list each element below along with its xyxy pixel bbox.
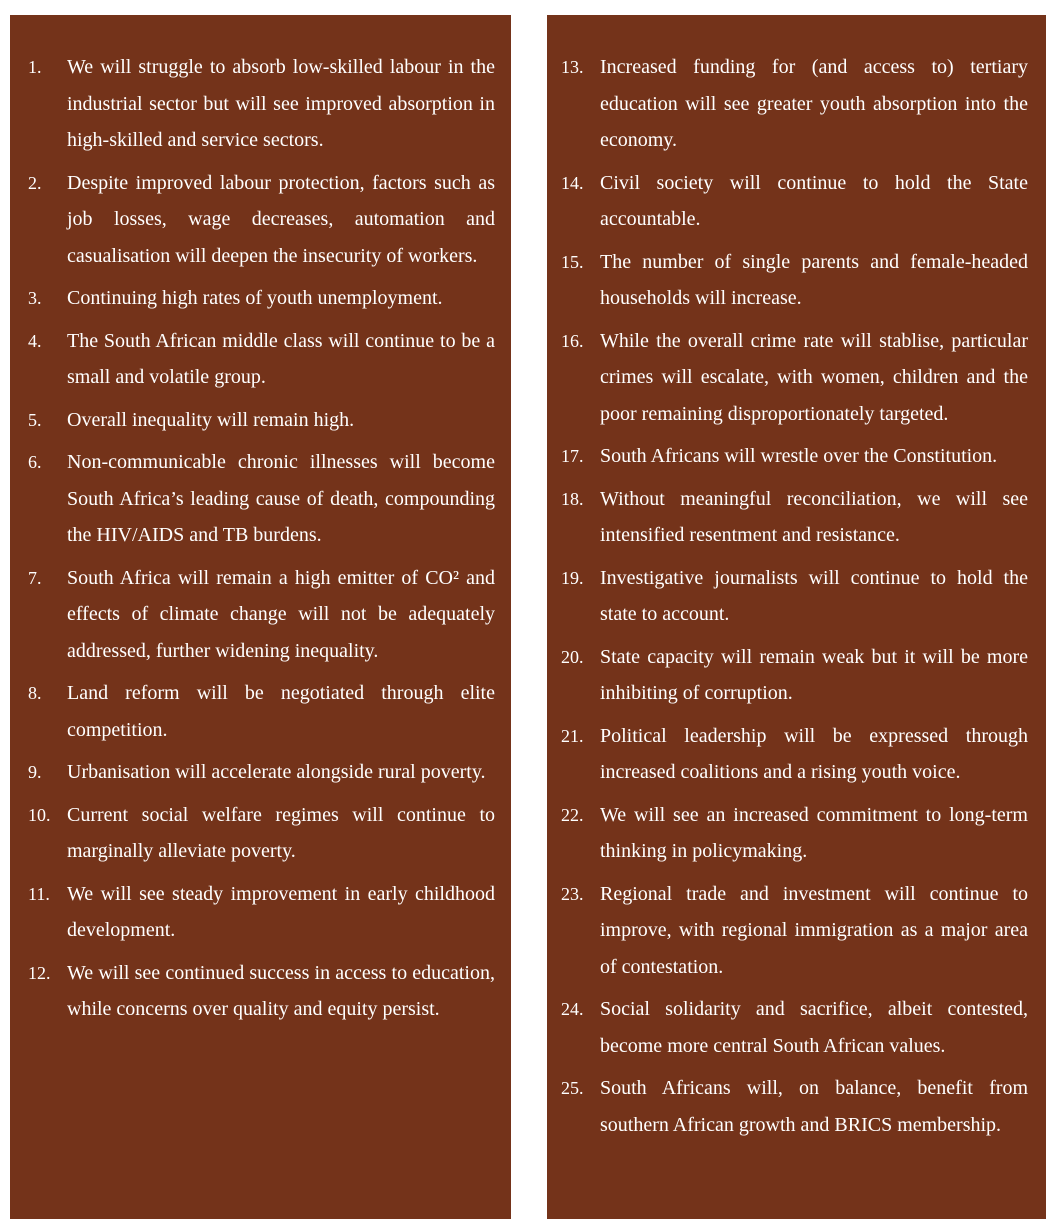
item-number: 13. — [561, 57, 584, 77]
item-number: 16. — [561, 330, 584, 351]
item-number: 24. — [561, 999, 584, 1019]
item-number: 11. — [28, 883, 50, 904]
item-number: 9. — [28, 762, 42, 782]
left-column-panel — [10, 15, 511, 1219]
list-item — [28, 754, 495, 791]
list-item — [561, 165, 1028, 238]
item-number: 10. — [28, 804, 51, 825]
item-text: Political leadership will be expressed through increased coalitions and a rising youth voice. — [600, 724, 1028, 783]
item-number: 20. — [561, 646, 584, 667]
item-number: 19. — [561, 567, 584, 588]
item-text: State capacity will remain weak but it will be more inhibiting of corruption. — [600, 645, 1028, 704]
list-item — [561, 323, 1028, 433]
list-item — [28, 402, 495, 439]
item-number: 22. — [561, 804, 584, 825]
item-number: 23. — [561, 883, 584, 904]
list-item — [561, 49, 1028, 159]
item-text: The number of single parents and female-headed households will increase. — [600, 250, 1028, 309]
item-text: South Africans will wrestle over the Constitution. — [600, 445, 998, 467]
item-text: We will see steady improvement in early childhood development. — [67, 882, 495, 941]
item-number: 18. — [561, 488, 584, 509]
item-number: 2. — [28, 172, 42, 193]
item-number: 12. — [28, 962, 51, 983]
list-item — [28, 280, 495, 317]
list-item — [561, 876, 1028, 986]
item-number: 14. — [561, 172, 584, 193]
item-text: Land reform will be negotiated through elite competition. — [67, 682, 495, 741]
item-number: 4. — [28, 330, 42, 351]
item-number: 15. — [561, 251, 584, 272]
list-item — [28, 444, 495, 554]
item-text: We will struggle to absorb low-skilled labour in the industrial sector but will see improved absorption in high-skilled and service sectors. — [67, 56, 495, 151]
list-item — [561, 639, 1028, 712]
item-text: We will see continued success in access to education, while concerns over quality and equity persist. — [67, 961, 495, 1020]
item-number: 5. — [28, 409, 42, 430]
list-item — [561, 1070, 1028, 1143]
item-number: 8. — [28, 683, 42, 703]
item-text: Social solidarity and sacrifice, albeit contested, become more central South African values. — [600, 998, 1028, 1057]
list-item — [28, 797, 495, 870]
list-item — [28, 49, 495, 159]
item-number: 25. — [561, 1078, 584, 1098]
list-item — [28, 323, 495, 396]
right-column-panel — [547, 15, 1046, 1219]
item-text: South Africa will remain a high emitter of CO² and effects of climate change will not be adequately addressed, further widening inequality. — [67, 566, 495, 662]
item-number: 1. — [28, 57, 42, 77]
list-item — [28, 876, 495, 949]
item-text: We will see an increased commitment to long-term thinking in policymaking. — [600, 803, 1028, 862]
item-text: South Africans will, on balance, benefit from southern African growth and BRICS membership. — [600, 1077, 1028, 1136]
list-item — [561, 560, 1028, 633]
item-text: Civil society will continue to hold the State accountable. — [600, 171, 1028, 230]
list-item — [561, 244, 1028, 317]
item-number: 17. — [561, 446, 584, 466]
list-item — [28, 165, 495, 275]
item-text: Current social welfare regimes will continue to marginally alleviate poverty. — [67, 803, 495, 862]
item-text: Urbanisation will accelerate alongside rural poverty. — [67, 761, 486, 783]
item-text: Without meaningful reconciliation, we will see intensified resentment and resistance. — [600, 487, 1028, 546]
item-text: Regional trade and investment will continue to improve, with regional immigration as a major area of contestation. — [600, 882, 1028, 978]
item-number: 3. — [28, 288, 42, 308]
item-text: The South African middle class will continue to be a small and volatile group. — [67, 329, 495, 388]
list-item — [561, 481, 1028, 554]
item-text: While the overall crime rate will stablise, particular crimes will escalate, with women, children and the poor remaining disproportionately targeted. — [600, 329, 1028, 425]
item-text: Overall inequality will remain high. — [67, 408, 355, 431]
right-numbered-list — [561, 49, 1028, 1143]
item-text: Despite improved labour protection, factors such as job losses, wage decreases, automation and casualisation will deepen the insecurity of workers. — [67, 171, 495, 267]
list-item — [28, 560, 495, 670]
item-number: 6. — [28, 452, 42, 472]
item-text: Increased funding for (and access to) tertiary education will see greater youth absorption into the economy. — [600, 56, 1028, 151]
left-numbered-list — [28, 49, 495, 1028]
list-item — [28, 955, 495, 1028]
item-number: 21. — [561, 725, 584, 746]
item-text: Non-communicable chronic illnesses will become South Africa’s leading cause of death, compounding the HIV/AIDS and TB burdens. — [67, 451, 495, 546]
item-number: 7. — [28, 567, 42, 588]
item-text: Continuing high rates of youth unemployment. — [67, 287, 443, 309]
list-item — [561, 991, 1028, 1064]
list-item — [561, 718, 1028, 791]
list-item — [561, 797, 1028, 870]
list-item — [28, 675, 495, 748]
list-item — [561, 438, 1028, 475]
item-text: Investigative journalists will continue to hold the state to account. — [600, 566, 1028, 625]
